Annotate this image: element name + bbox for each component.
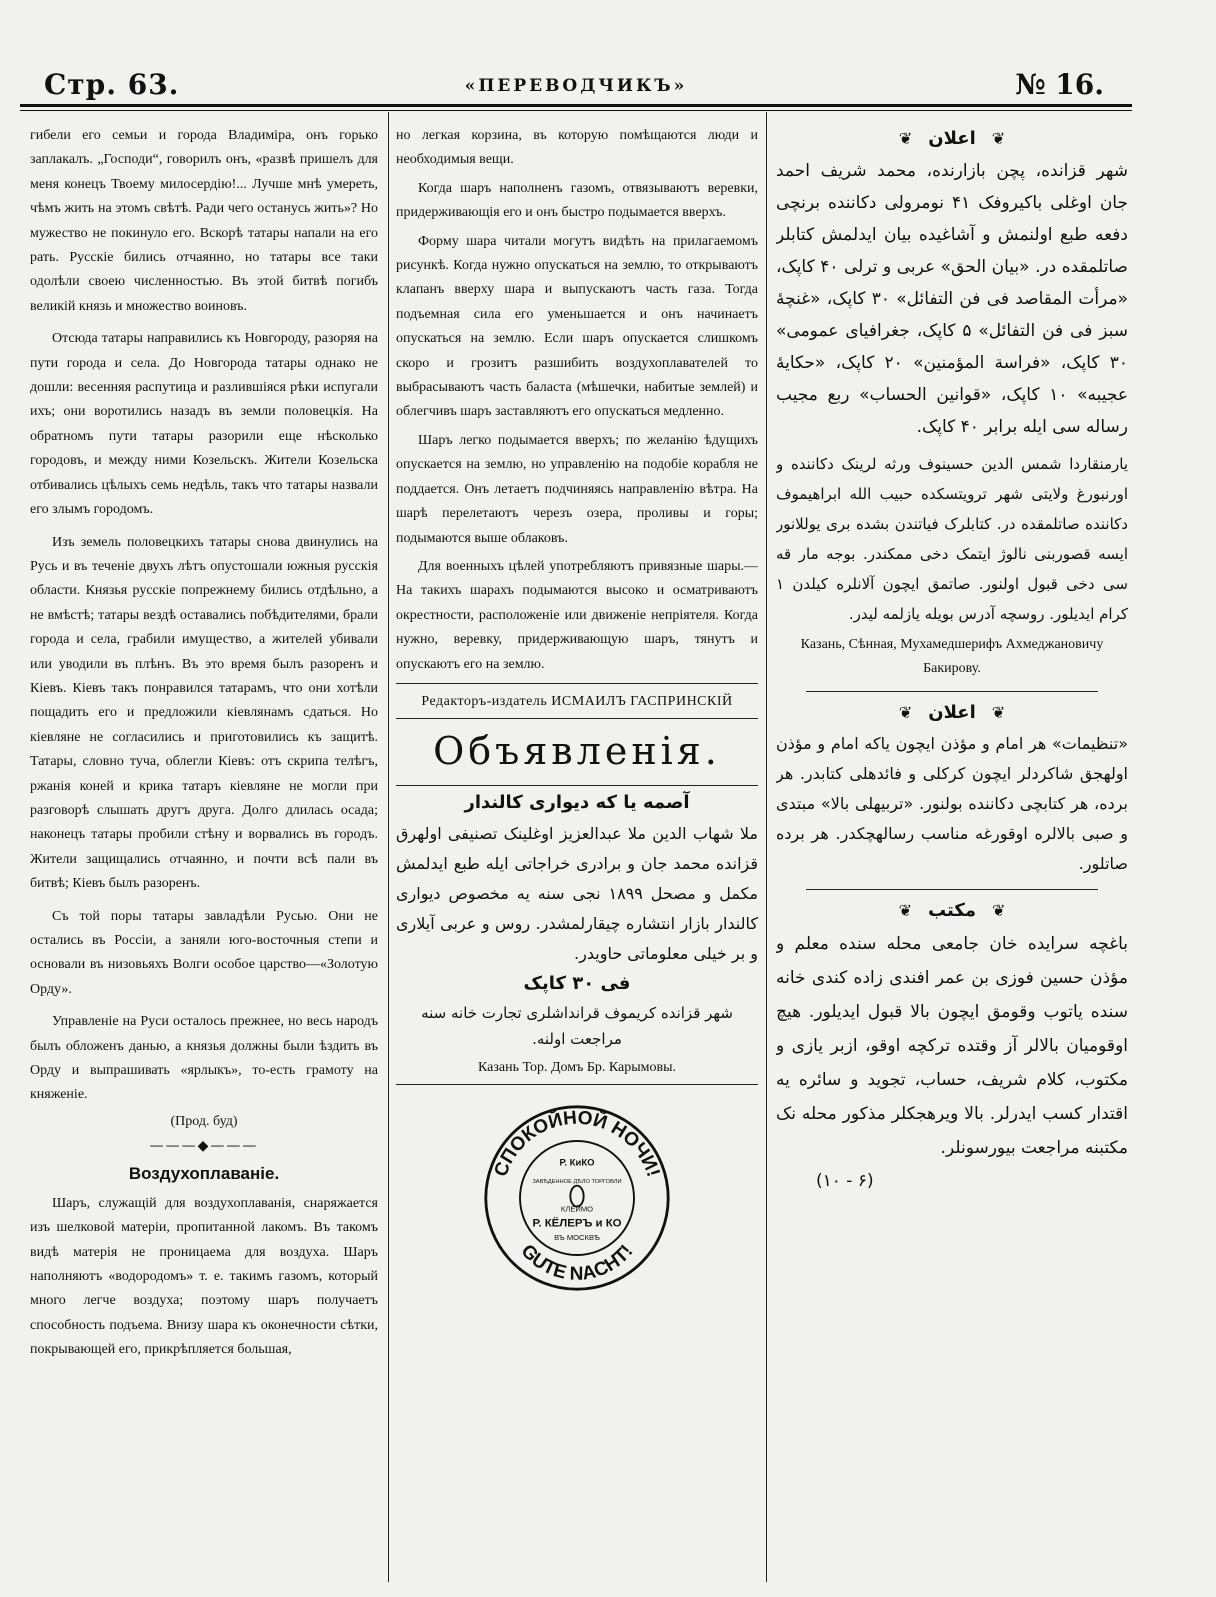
- issue-number: № 16.: [1015, 68, 1104, 101]
- stamp-inner-text: Р. КЁЛЕРЪ и КО: [532, 1217, 622, 1230]
- ad-body: باغچه سرایده خان جامعی محله سنده معلم و مؤذن حسین فوزی بن عمر افندی زاده کندی خانه سنده یاتوب وقومق ایچون بالا قبول ایدیلور. هیچ اوقومیان بالالر آز وقتده ترکچه اوقو، ازبر یازی و مکتوب، کلام شریف، حساب، تجوید و سائره یه اقتدار کسب ایدرلر. بالا ویرهجکلر مذکور محله نک مکتبنه مراجعت بیورسونلر.: [776, 934, 1128, 1158]
- divider: [806, 691, 1098, 692]
- ornament-icon: ❦: [991, 703, 1006, 722]
- col2-paragraph: Шаръ легко подымается вверхъ; по желанію ѣдущихъ опускается на землю, но управленію на подобіе корабля не поддается. Онъ летаетъ подчиняясь направленію вѣтра. На шарѣ перелетаютъ черезъ озера, проливы и горы; подымаются выше облаковъ.: [396, 432, 758, 546]
- editor-line: Редакторъ-издатель ИСМАИЛЪ ГАСПРИНСКІЙ: [421, 693, 733, 709]
- divider: [396, 785, 758, 786]
- divider: [396, 683, 758, 684]
- col1-paragraph: гибели его семьи и города Владиміра, онъ горько заплакалъ. „Господи“, говорилъ онъ, «развѣ пришелъ для меня конецъ Твоему милосердію!... Лучше мнѣ умереть, чѣмъ жить на этомъ свѣтѣ. Ради чего останусь жить»? Но мужество не покинуло его. Вскорѣ татары напали на его рать. Русскіе бились отчаянно, но татары все таки одолѣли своею численностью. Въ этой битвѣ погибъ великій князь и множество воиновъ.: [30, 128, 378, 314]
- col2-paragraph: Для военныхъ цѣлей употребляютъ привязные шары.—На такихъ шарахъ подымаются высоко и осматриваютъ окрестности, расположеніе или движеніе непріятеля. Когда нужно, веревку, придерживающую шаръ, тянутъ и опускаютъ его на землю.: [396, 558, 758, 672]
- ad-price: فی ۳۰ کاپک: [523, 972, 631, 994]
- col2-paragraph: Форму шара читали могутъ видѣть на прилагаемомъ рисункѣ. Когда нужно опускаться на землю, то открываютъ клапанъ вверху шара и выпускаютъ часть газа. Тогда подъемная сила его уменьшается и онъ начинаетъ опускаться на землю. Если шаръ опускается слишкомъ скоро и грозитъ разшибить воздухоплавателей то выбрасываютъ часть баласта (мѣшечки, набитые землей) и облегчивъ шаръ заставляютъ его опускаться медленно.: [396, 233, 758, 420]
- header-rule: [20, 104, 1132, 107]
- stamp-inner-text: Р. КиКО: [559, 1157, 595, 1169]
- stamp-inner-text: ВЪ МОСКВѢ: [554, 1232, 600, 1242]
- divider: [396, 718, 758, 719]
- col1-paragraph: Отсюда татары направились къ Новгороду, разоряя на пути города и села. До Новгорода татары однако не дошли: весенняя распутица и разлившіяся рѣки испугали ихъ; они воротились назадъ въ земли половецкія. На обратномъ пути татары разорили еще нѣсколько городовъ, и между ними Козельскъ. Жители Козельска отбивались цѣлыхъ семь недѣль, такъ что татары назвали его злымъ городомъ.: [30, 331, 378, 518]
- good-night-stamp-logo: [482, 1103, 672, 1293]
- newspaper-title: «ПЕРЕВОДЧИКЪ»: [464, 76, 688, 96]
- ad-heading: آصمه یا که دیواری کالندار: [464, 791, 690, 813]
- ad-heading: [776, 900, 1128, 921]
- ad-heading-text: اعلان: [928, 128, 976, 149]
- column-divider-1: [388, 112, 389, 1582]
- col1-paragraph: Шаръ, служащій для воздухоплаванія, снаряжается изъ шелковой матеріи, пропитанной лакомъ. Въ такомъ видѣ матерія не проницаема для воздуха. Шаръ наполняютъ «водородомъ» т. е. такимъ газомъ, который много легче воздуха; поэтому шаръ получаетъ способность подъема. Внизу шара къ оконечности сѣтки, покрывающей его, прикрѣпляется большая,: [30, 1195, 378, 1358]
- col1-paragraph: Съ той поры татары завладѣли Русью. Они не остались въ Россіи, а заняли юго-восточныя степи и основали въ низовьяхъ Волги особое царство—«Золотую Орду».: [30, 908, 378, 997]
- col2-paragraph: но легкая корзина, въ которую помѣщаются люди и необходимыя вещи.: [396, 128, 758, 168]
- divider: [396, 1084, 758, 1085]
- ornament-icon: ❦: [898, 129, 913, 148]
- ornament-divider: ———◆———: [149, 1137, 259, 1154]
- ad-body: «تنظیمات» هر امام و مؤذن ایچون یاکه امام و مؤذن اولهجق شاکردلر ایچون کرکلی و فائدهلی کتابدر. هر برده، هر کتابچی دکاننده بولنور. «تربیهلی بالا» مبتدی و صبی بالالره اوقورغه مناسب رسالهچکدر. هر برده صاتلور.: [776, 734, 1128, 873]
- ad-seller: شهر قزانده کریموف قرانداشلری تجارت خانه سنه مراجعت اولنه.: [421, 1003, 733, 1048]
- ad-heading: [776, 702, 1128, 723]
- stamp-top-text: СПОКОЙНОЙ НОЧИ!: [490, 1107, 664, 1180]
- ad-body: ملا شهاب الدین ملا عبدالعزیز اوغلینک تصنیفی اولهرق قزانده محمد جان و برادری خراجاتی ایله طبع ایدلمش مکمل و مصحل ۱۸۹۹ نجی سنه یه مخصوص دیواری کالندار بازار انتشاره چیقارلمشدر. روس و عربی آیلاری و بر خیلی معلوماتی حاویدر.: [396, 823, 758, 963]
- ad-firm: Казань Тор. Домъ Бр. Карымовы.: [477, 1059, 677, 1075]
- col1-paragraph: Управленіе на Руси осталось прежнее, но весь народъ былъ обложенъ данью, а князья должны были ѣздить въ Орду и выпрашивать «ярлыкъ», то-есть грамоту на княженіе.: [30, 1014, 378, 1103]
- ad-number: (۱۰ - ۶): [816, 1171, 874, 1191]
- column-2: [396, 124, 758, 1293]
- page-header: [20, 60, 1132, 102]
- ad-heading: [776, 128, 1128, 149]
- page-number: Стр. 63.: [44, 68, 180, 101]
- ad-body: شهر قزانده، پچن بازارنده، محمد شریف احمد جان اوغلی باکیروفک ۴۱ نومرولی دکاننده برنچی دفعه طبع اولنمش و آشاغیده بیان ایدلمش کتابلر صاتلمقده در. «بیان الحق» عربی و ترلی ۴۰ کاپک، «مرأت المقاصد فی فن التفائل» ۳۰ کاپک، «غنچهٔ سبز فی فن التفائل» ۵ کاپک، جغرافیای عمومی» ۳۰ کاپک، «فراسة المؤمنین» ۲۰ کاپک، «حکایهٔ عجیبه» ۱۰ کاپک، «قوانین الحساب» ربع مجیب رساله سی ایله برابر ۴۰ کاپک.: [776, 161, 1128, 437]
- stamp-inner-text: ЗАВѢДЕННОЕ ДѢЛО ТОРГОВЛИ: [532, 1178, 622, 1185]
- ad-address: Казань, Сѣнная, Мухамедшерифъ Ахмеджановичу Бакирову.: [800, 637, 1104, 676]
- ad-body: یارمنقاردا شمس الدین حسینوف ورثه لرینک دکاننده و اورنبورغ ولایتی شهر ترویتسکده حبیب الله ابراهیموف دکاننده صاتلمقده در. کتابلرک فیاتندن بشده بری یوللانور ایسه قصوربنی نالوژ ایتمک دخی ممکندر. بوجه مار قه سی دخی قبول اولنور. صاتمق ایچون آلانلره کیلدن ۱ کرام ایدیلور. روسچه آدرس بویله یازلمه لیدر.: [776, 455, 1128, 623]
- col2-paragraph: Когда шаръ наполненъ газомъ, отвязываютъ веревки, придерживающія его и онъ быстро подымается вверхъ.: [396, 180, 758, 221]
- col1-paragraph: Изъ земель половецкихъ татары снова двинулись на Русь и въ теченіе двухъ лѣтъ опустошали южныя русскія области. Князья русскіе попрежнему бились отдѣльно, а не вмѣстѣ; татары вездѣ оставались побѣдителями, брали города и села, грабили имущество, а жителей убивали или уводили въ плѣнъ. Въ это время былъ разоренъ и Кіевъ. Кіевъ такъ понравился татарамъ, что они хотѣли пощадить его и предложили кіевлянамъ сдаться. Но кіевляне не согласились и приготовились къ защитѣ. Татары, словно туча, облегли Кіевъ: отъ скрипа телѣгъ, ржанія коней и крика татаръ кіевляне не могли при разговорѣ слышать другъ друга. Долго длилась осада; наконецъ татары пробили стѣну и ворвались въ городъ. Жители защищались отчаянно, и почти всѣ пали въ битвѣ; Кіевъ былъ разоренъ.: [30, 534, 378, 892]
- ornament-icon: ❦: [991, 129, 1006, 148]
- column-divider-2: [766, 112, 767, 1582]
- stamp-bottom-text: GUTE NACHT!: [516, 1240, 638, 1285]
- ornament-icon: ❦: [898, 703, 913, 722]
- ornament-icon: ❦: [898, 901, 912, 920]
- continued-note: (Прод. буд): [170, 1113, 238, 1129]
- section-title: Воздухоплаваніе.: [128, 1163, 280, 1183]
- divider: [806, 889, 1098, 890]
- ad-heading-text: مکتب: [927, 900, 976, 921]
- column-1: [30, 124, 378, 1363]
- stamp-container: [396, 1103, 758, 1293]
- column-3: [776, 124, 1128, 1197]
- ad-heading-text: اعلان: [928, 702, 976, 723]
- ornament-icon: ❦: [992, 901, 1006, 920]
- ads-title: Объявленія.: [433, 728, 721, 773]
- header-rule-thin: [20, 110, 1132, 111]
- stamp-inner-text: КЛЕЙМО: [560, 1204, 594, 1214]
